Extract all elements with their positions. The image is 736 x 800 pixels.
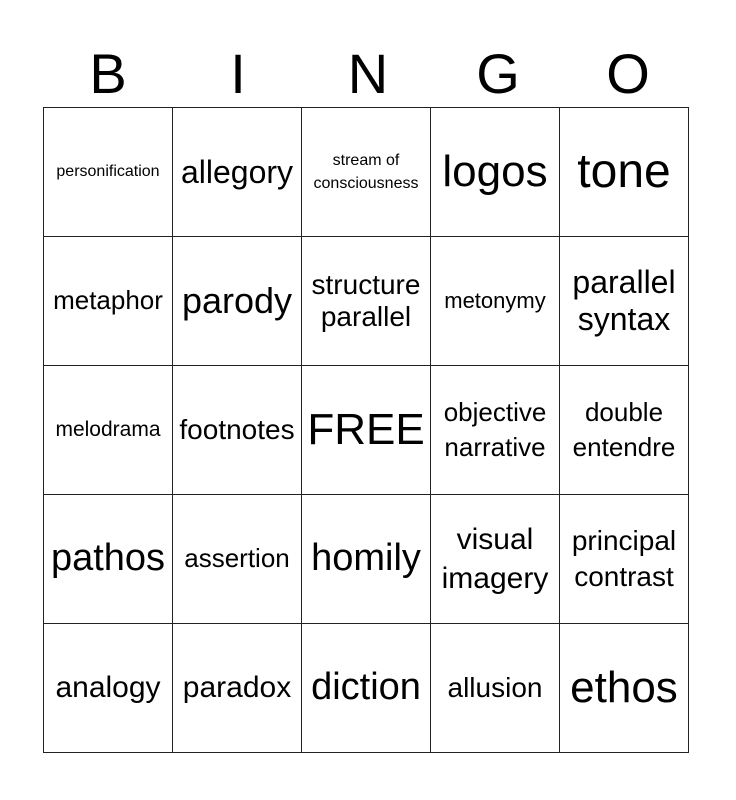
bingo-cell: parallel syntax [560,237,689,366]
bingo-cell: parody [173,237,302,366]
bingo-header [43,40,693,108]
bingo-grid [43,107,689,753]
bingo-cell: pathos [44,495,173,624]
bingo-cell: ethos [560,624,689,753]
grid-row [44,108,689,237]
bingo-cell: diction [302,624,431,753]
bingo-cell: personification [44,108,173,237]
bingo-cell: principal contrast [560,495,689,624]
bingo-cell: visual imagery [431,495,560,624]
bingo-cell: analogy [44,624,173,753]
bingo-cell: structure parallel [302,237,431,366]
header-letter-i: I [230,42,246,105]
bingo-cell: allegory [173,108,302,237]
grid-row [44,366,689,495]
grid-row [44,237,689,366]
bingo-cell: homily [302,495,431,624]
bingo-cell: allusion [431,624,560,753]
header-letter-b: B [89,42,127,105]
bingo-cell: paradox [173,624,302,753]
grid-row [44,495,689,624]
bingo-cell: melodrama [44,366,173,495]
header-letter-n: N [347,42,389,105]
header-letter-o: O [606,42,650,105]
bingo-cell: logos [431,108,560,237]
grid-row [44,624,689,753]
bingo-cell: assertion [173,495,302,624]
bingo-cell: stream of consciousness [302,108,431,237]
header-letter-g: G [476,42,520,105]
bingo-cell: double entendre [560,366,689,495]
bingo-cell: tone [560,108,689,237]
bingo-cell-free: FREE [302,366,431,495]
bingo-cell: metonymy [431,237,560,366]
bingo-cell: objective narrative [431,366,560,495]
bingo-cell: footnotes [173,366,302,495]
bingo-cell: metaphor [44,237,173,366]
